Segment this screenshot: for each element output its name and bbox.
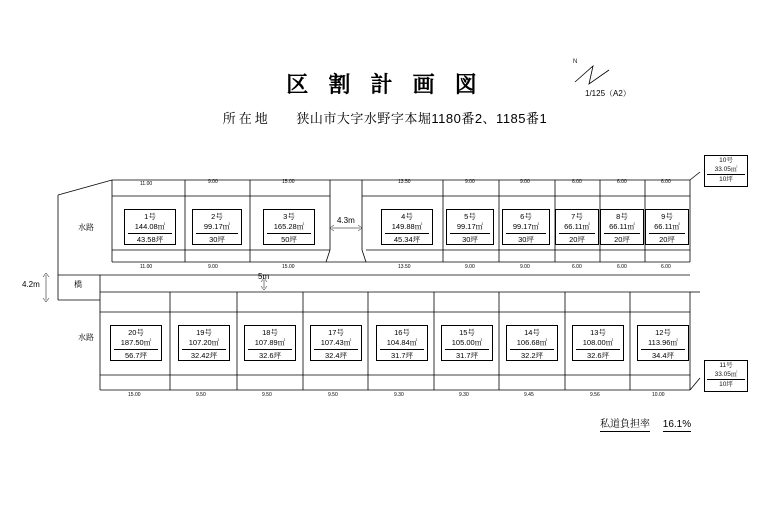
dim-mid-7: 6.00 [572,264,582,270]
dim-mid-9: 6.00 [661,264,671,270]
lot-label-6[interactable]: 6号 99.17㎡ 30坪 [502,209,550,245]
dim-bottom-7: 9.45 [524,392,534,398]
lot-label-17[interactable]: 17号 107.43㎡ 32.4坪 [310,325,362,361]
lot-label-20[interactable]: 20号 187.50㎡ 56.7坪 [110,325,162,361]
dim-mid-5: 9.00 [465,264,475,270]
private-road-ratio-label: 私道負担率 [600,419,650,430]
dim-bottom-1: 15.00 [128,392,141,398]
dim-bottom-9: 10.00 [652,392,665,398]
dim-mid-3: 15.00 [282,264,295,270]
label-road-width-center: 5m [258,272,270,281]
lot-label-12[interactable]: 12号 113.96㎡ 34.4坪 [637,325,689,361]
dim-mid-4: 13.50 [398,264,411,270]
lot-label-16[interactable]: 16号 104.84㎡ 31.7坪 [376,325,428,361]
label-waterway-bottom: 水路 [78,333,94,342]
lot-label-19[interactable]: 19号 107.20㎡ 32.42坪 [178,325,230,361]
dim-bottom-2: 9.50 [196,392,206,398]
dim-top-7: 6.00 [572,179,582,185]
location-value: 狭山市大字水野字本堀1180番2、1185番1 [296,111,548,126]
dim-bottom-5: 9.30 [394,392,404,398]
lot-label-11[interactable]: 11号 33.05㎡ 10坪 [704,360,748,392]
lot-label-2[interactable]: 2号 99.17㎡ 30坪 [192,209,242,245]
lot-label-13[interactable]: 13号 108.00㎡ 32.6坪 [572,325,624,361]
label-waterway-top: 水路 [78,223,94,232]
dim-mid-1: 11.00 [140,264,153,270]
lot-label-15[interactable]: 15号 105.00㎡ 31.7坪 [441,325,493,361]
dim-top-3: 15.00 [282,179,295,185]
north-label: N [573,59,578,65]
dim-bottom-6: 9.30 [459,392,469,398]
page-title: 区 割 計 画 図 [286,72,484,97]
dim-mid-6: 9.00 [520,264,530,270]
lot-label-4[interactable]: 4号 149.88㎡ 45.34坪 [381,209,433,245]
lot-label-14[interactable]: 14号 106.68㎡ 32.2坪 [506,325,558,361]
private-road-ratio-value: 16.1% [662,419,692,430]
scale-note: 1/125（A2） [585,89,631,98]
label-bridge: 橋 [74,280,82,289]
dim-top-2: 9.00 [208,179,218,185]
lot-label-18[interactable]: 18号 107.89㎡ 32.6坪 [244,325,296,361]
location-label: 所在地 [222,111,271,126]
lot-label-9[interactable]: 9号 66.11㎡ 20坪 [645,209,689,245]
dim-top-9: 6.00 [661,179,671,185]
lot-label-5[interactable]: 5号 99.17㎡ 30坪 [446,209,494,245]
dim-bottom-3: 9.50 [262,392,272,398]
dim-top-8: 6.00 [617,179,627,185]
dim-mid-2: 9.00 [208,264,218,270]
lot-label-7[interactable]: 7号 66.11㎡ 20坪 [555,209,599,245]
dim-top-6: 9.00 [520,179,530,185]
dim-top-1: 11.00 [140,181,153,187]
lot-label-1[interactable]: 1号 144.08㎡ 43.58坪 [124,209,176,245]
lot-label-10[interactable]: 10号 33.05㎡ 10坪 [704,155,748,187]
dim-top-4: 13.50 [398,179,411,185]
private-road-ratio [600,415,691,430]
dim-mid-8: 6.00 [617,264,627,270]
lot-label-3[interactable]: 3号 165.28㎡ 50坪 [263,209,315,245]
label-bridge-width: 4.2m [22,280,40,289]
dim-bottom-4: 9.50 [328,392,338,398]
dim-top-5: 9.00 [465,179,475,185]
dim-bottom-8: 9.56 [590,392,600,398]
label-road-width-top: 4.3m [337,216,355,225]
lot-label-8[interactable]: 8号 66.11㎡ 20坪 [600,209,644,245]
